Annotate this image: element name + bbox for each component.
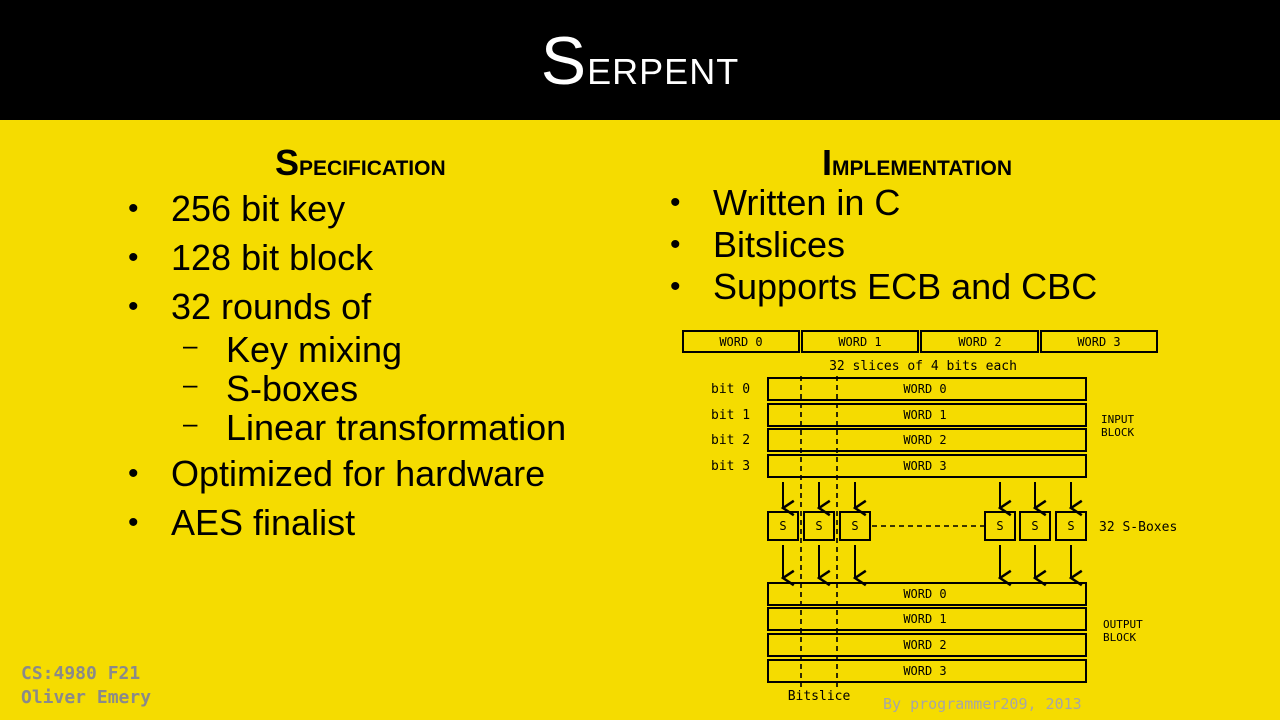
spec-item: • 128 bit block	[128, 235, 566, 281]
spec-subitem: – Linear transformation	[171, 408, 566, 447]
output-word-label: WORD 2	[903, 638, 947, 652]
bitslice-caption: Bitslice	[787, 689, 851, 704]
sbox-label: S	[779, 519, 787, 533]
sboxes-caption: 32 S-Boxes	[1099, 520, 1178, 535]
author-label: Oliver Emery	[21, 687, 152, 708]
bit-label: bit 1	[711, 408, 751, 423]
input-block-label: INPUT	[1101, 413, 1135, 426]
impl-item: • Supports ECB and CBC	[670, 266, 1097, 308]
sbox-label: S	[815, 519, 823, 533]
input-word-label: WORD 1	[903, 408, 947, 422]
impl-heading: Implementation	[822, 142, 1013, 183]
sbox-label: S	[996, 519, 1004, 533]
spec-item-text: 32 rounds of	[171, 286, 372, 327]
input-block-label: BLOCK	[1101, 426, 1135, 439]
spec-subitem: – Key mixing	[171, 330, 566, 369]
output-block-label: OUTPUT	[1103, 618, 1143, 631]
slices-caption: 32 slices of 4 bits each	[829, 359, 1017, 374]
bit-label: bit 0	[711, 382, 751, 397]
slide-title: Serpent	[540, 23, 740, 99]
spec-item: • AES finalist	[128, 500, 566, 546]
course-label: CS:4980 F21	[21, 663, 141, 684]
output-word-label: WORD 3	[903, 664, 947, 678]
impl-item: • Bitslices	[670, 224, 1097, 266]
spec-subitem: – S-boxes	[171, 369, 566, 408]
top-word-label: WORD 0	[719, 335, 763, 349]
input-word-label: WORD 2	[903, 433, 947, 447]
sbox-label: S	[851, 519, 859, 533]
impl-item: • Written in C	[670, 182, 1097, 224]
output-word-label: WORD 0	[903, 587, 947, 601]
spec-heading: Specification	[275, 142, 446, 183]
spec-item: • 256 bit key	[128, 186, 566, 232]
sbox-label: S	[1031, 519, 1039, 533]
top-word-label: WORD 1	[838, 335, 882, 349]
sbox-label: S	[1067, 519, 1075, 533]
spec-item: • Optimized for hardware	[128, 451, 566, 497]
bit-label: bit 3	[711, 459, 751, 474]
output-word-label: WORD 1	[903, 612, 947, 626]
top-word-label: WORD 2	[958, 335, 1002, 349]
image-credit: By programmer209, 2013	[883, 695, 1082, 713]
input-word-label: WORD 3	[903, 459, 947, 473]
footer-course-info	[21, 662, 151, 710]
output-block-label: BLOCK	[1103, 631, 1137, 644]
top-word-label: WORD 3	[1077, 335, 1121, 349]
bit-label: bit 2	[711, 433, 751, 448]
input-word-label: WORD 0	[903, 382, 947, 396]
